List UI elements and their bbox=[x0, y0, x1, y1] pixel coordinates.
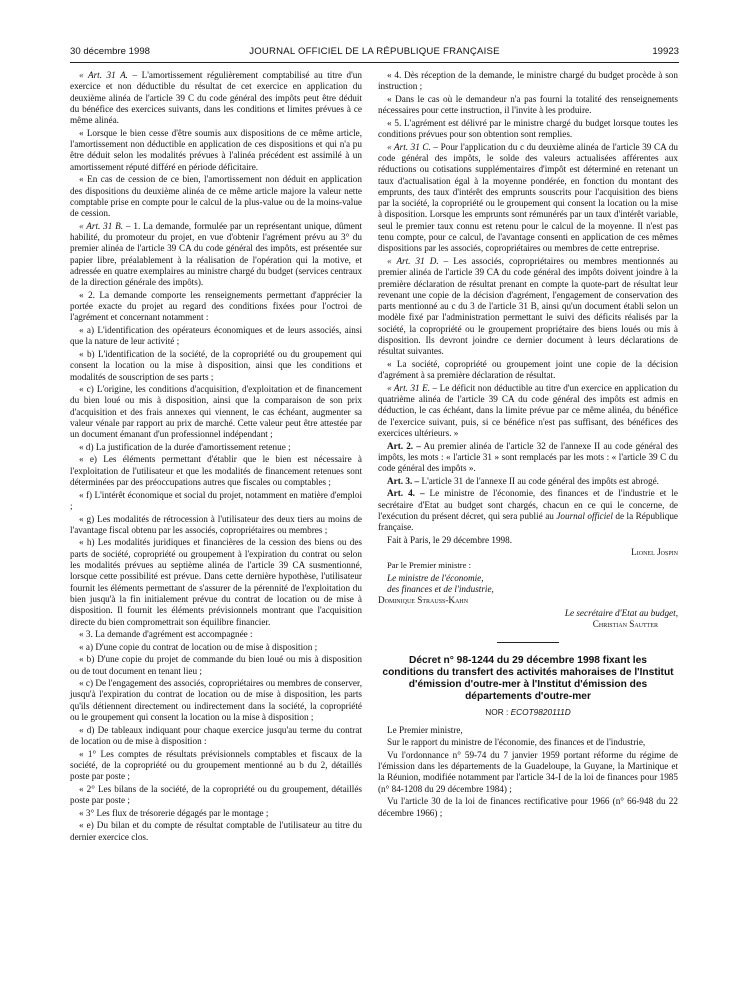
paragraph: « Dans le cas où le demandeur n'a pas fourni la totalité des renseignements nécessaires pour cette instruction, il l'invite à les produire. bbox=[378, 93, 678, 116]
article-label: Art. 2. – bbox=[387, 440, 421, 451]
list-item: « 1° Les comptes de résultats prévisionnels comptables et fiscaux de la société, de la copropriété ou du groupement mentionné au b du 2, détaillés poste par poste ; bbox=[70, 748, 362, 782]
article-label: Art. 4. – bbox=[387, 488, 425, 499]
list-item: « b) D'une copie du projet de commande du bien loué ou mis à disposition ou de tout document en tenant lieu ; bbox=[70, 654, 362, 676]
article-4: Art. 4. – Le ministre de l'économie, des finances et de l'industrie et le secrétaire d'Etat au budget sont chargés, chacun en ce qui le concerne, de l'exécution du présent décret, qui sera publié au Journal officiel de la République française. bbox=[378, 488, 679, 533]
paragraph: Vu l'article 30 de la loi de finances rectificative pour 1966 (n° 66-948 du 22 décembre 1966) ; bbox=[378, 796, 678, 818]
article-label: « Art. 31 B. – bbox=[79, 220, 131, 231]
article-label: « Art. 31 D. – bbox=[387, 255, 449, 266]
article-label: « Art. 31 C. – bbox=[387, 141, 439, 152]
nor-reference: NOR : ECOT9820111D bbox=[485, 707, 571, 718]
article-31b: « Art. 31 B. – 1. La demande, formulée par un représentant unique, dûment habilité, du promoteur du projet, en vue d'obtenir l'agrément prévu au 3° du premier alinéa de l'article 39 CA du code général des impôts, est présentée sur papier libre, préalablement à la réalisation de l'opération qui la motive, et adressée en quatre exemplaires au ministre chargé du budget (services centraux de la direction générale des impôts). bbox=[70, 220, 362, 288]
paragraph: « Lorsque le bien cesse d'être soumis aux dispositions de ce même article, l'amortissement non déductible en application de ces dispositions et qui n'a pu être déduit selon les modalités prévues à l'alinéa précédent est assimilé à un amortissement réputé différé en période déficitaire. bbox=[70, 127, 362, 172]
list-item: « d) La justification de la durée d'amortissement retenue ; bbox=[79, 441, 291, 452]
paragraph: Sur le rapport du ministre de l'économie, des finances et de l'industrie, bbox=[387, 737, 646, 748]
list-item: « g) Les modalités de rétrocession à l'utilisateur des deux tiers au moins de l'avantage fiscal obtenu par les associés, copropriétaires ou membres ; bbox=[70, 513, 362, 535]
prime-minister-signature: Lionel Jospin bbox=[631, 547, 678, 558]
done-at: Fait à Paris, le 29 décembre 1998. bbox=[387, 534, 513, 545]
article-31d: « Art. 31 D. – Les associés, copropriétaires ou membres mentionnés au premier alinéa de l'article 39 CA du code général des impôts doivent joindre à la première déclaration de résultat prenant en compte la quote-part de résultat leur revenant une copie de la décision d'agrément, l'engagement de conservation des parts mentionné au c du 3 de l'article 31 B, ainsi qu'un document établi selon un modèle fixé par l'administration permettant le suivi des déficits réalisés par la société, la copropriété ou le groupement propriétaire des biens loués ou mis à disposition. Ils devront joindre ce dernier document à leurs déclarations de résultat suivantes. bbox=[378, 255, 678, 357]
page-header bbox=[70, 46, 679, 62]
right-column bbox=[378, 70, 678, 820]
article-31e: « Art. 31 E. – Le déficit non déductible au titre d'un exercice en application du quatrième alinéa de l'article 39 CA du code général des impôts est admis en déduction, le cas échéant, dans la limite prévue par ce même alinéa, du bénéfice de l'exercice suivant, puis, si ce bénéfice n'est pas suffisant, des bénéfices des exercices ultérieurs. » bbox=[378, 382, 679, 438]
list-item: « 3° Les flux de trésorerie dégagés par le montage ; bbox=[79, 807, 269, 818]
left-column bbox=[70, 70, 362, 844]
header-page-number: 19923 bbox=[652, 46, 679, 57]
article-2: Art. 2. – Au premier alinéa de l'article 32 de l'annexe II au code général des impôts, les mots : « l'article 31 » sont remplacés par les mots : « l'article 39 C du code général des impôts ». bbox=[378, 440, 678, 474]
paragraph: « 4. Dès réception de la demande, le ministre chargé du budget procède à son instruction ; bbox=[378, 70, 678, 92]
list-item: « c) L'origine, les conditions d'acquisition, d'exploitation et de financement du bien loué ou mis à disposition, ainsi que la comparaison de son prix d'acquisition et des frais annexes qui viennent, le cas échéant, augmenter sa valeur vénale par rapport au prix de marché. Cette valeur peut être attestée par un document émanant d'un professionnel indépendant ; bbox=[70, 384, 362, 440]
secretary-signature: Le secrétaire d'Etat au budget, Christian Sautter bbox=[564, 607, 678, 630]
paragraph: « 2. La demande comporte les renseignements permettant d'apprécier la portée exacte du projet au regard des conditions fixées pour l'octroi de l'agrément et concernant notamment : bbox=[70, 289, 362, 323]
paragraph: « 3. La demande d'agrément est accompagnée : bbox=[79, 629, 253, 640]
section-separator bbox=[497, 642, 559, 643]
paragraph: Le Premier ministre, bbox=[387, 724, 463, 735]
article-label: Art. 3. – bbox=[387, 475, 420, 486]
paragraph: « 5. L'agrément est délivré par le ministre chargé du budget lorsque toutes les conditions prévues pour son obtention sont remplies. bbox=[378, 117, 678, 140]
list-item: « d) De tableaux indiquant pour chaque exercice jusqu'au terme du contrat de location ou de mise à disposition : bbox=[70, 724, 362, 746]
list-item: « a) L'identification des opérateurs économiques et de leurs associés, ainsi que la nature de leur activité ; bbox=[70, 325, 362, 347]
list-item: « a) D'une copie du contrat de location ou de mise à disposition ; bbox=[79, 641, 318, 652]
list-item: « c) De l'engagement des associés, copropriétaires ou membres de conserver, jusqu'à l'expiration du contrat de location ou de mise à disposition, les parts qu'ils détiennent directement ou indirectement dans la société, la copropriété ou le groupement qui consent la location ou la mise à disposition ; bbox=[70, 678, 362, 723]
header-title: JOURNAL OFFICIEL DE LA RÉPUBLIQUE FRANÇAISE bbox=[249, 46, 500, 57]
list-item: « b) L'identification de la société, de la copropriété ou du groupement qui consent la location ou la mise à disposition, ainsi que les conditions et modalités de souscription de ses parts ; bbox=[70, 348, 362, 382]
list-item: « h) Les modalités juridiques et financières de la cession des biens ou des parts de société, copropriété ou groupement à l'expiration du contrat ou selon les modalités prévues au septième alinéa de l'article 39 CA susmentionné, lorsque cette possibilité est prévue. Dans cette dernière hypothèse, l'utilisateur fournit les éléments permettant de s'assurer de la pérennité de l'exploitation du bien jusqu'à la fin initialement prévue du contrat de location ou de mise à disposition. Il fournit les éléments prévisionnels montrant que l'acquisition directe du bien compromettrait son équilibre financier. bbox=[70, 537, 362, 627]
list-item: « 2° Les bilans de la société, de la copropriété ou du groupement, détaillés poste par poste ; bbox=[70, 783, 362, 806]
list-item: « e) Du bilan et du compte de résultat comptable de l'utilisateur au titre du dernier exercice clos. bbox=[70, 820, 362, 842]
decree-title: Décret n° 98-1244 du 29 décembre 1998 fixant les conditions du transfert des activités mahoraises de l'Institut d'émission d'outre-mer à l'Institut d'émission des départements d'outre-mer bbox=[382, 655, 674, 703]
paragraph: « La société, copropriété ou groupement joint une copie de la décision d'agrément à sa première déclaration de résultat. bbox=[378, 358, 678, 381]
article-label: « Art. 31 E. – bbox=[387, 382, 438, 393]
article-label: « Art. 31 A. – bbox=[79, 70, 138, 80]
article-31a: « Art. 31 A. – L'amortissement régulièrement comptabilisé au titre d'un exercice et non déductible du résultat de cet exercice en application du deuxième alinéa de l'article 39 C du code général des impôts peut être déduit du bénéfice des exercices suivants, dans les conditions et limites prévues à ce même alinéa. bbox=[70, 70, 362, 126]
paragraph: Vu l'ordonnance n° 59-74 du 7 janvier 1959 portant réforme du régime de l'émission dans les départements de la Guadeloupe, la Guyane, la Martinique et la Réunion, modifiée notamment par l'article 34-I de la loi de finances pour 1985 (n° 84-1208 du 29 décembre 1984) ; bbox=[378, 749, 678, 794]
header-rule bbox=[70, 62, 679, 63]
article-31c: « Art. 31 C. – Pour l'application du c du deuxième alinéa de l'article 39 CA du code général des impôts, le solde des valeurs actualisées afférentes aux réductions ou cotisations supplémentaires d'impôt est déterminé en retenant un taux d'actualisation égal à la moyenne pondérée, en fonction du montant des emprunts, des taux d'intérêt des emprunts souscrits pour l'acquisition des biens par la société, la copropriété ou le groupement qui consent la location ou la mise à disposition. Lorsque les emprunts sont rémunérés par un taux d'intérêt variable, seul le premier taux connu est retenu pour le calcul de la moyenne. Il n'est pas tenu compte, pour ce calcul, de l'avantage consenti en application de ces mêmes dispositions par les associés, copropriétaires ou membres de cette entreprise. bbox=[378, 141, 678, 254]
header-date: 30 décembre 1998 bbox=[70, 46, 151, 57]
minister-signature: Le ministre de l'économie, des finances et de l'industrie, Dominique Strauss-Kahn bbox=[378, 572, 494, 606]
by-prime-minister: Par le Premier ministre : bbox=[387, 560, 472, 571]
paragraph: « En cas de cession de ce bien, l'amortissement non déduit en application des dispositions du deuxième alinéa de ce même article majore la valeur nette comptable prise en compte pour le calcul de la plus-value ou de la moins-value de cession. bbox=[70, 174, 362, 219]
list-item: « f) L'intérêt économique et social du projet, notamment en matière d'emploi ; bbox=[70, 489, 362, 511]
list-item: « e) Les éléments permettant d'établir que le bien est nécessaire à l'exploitation de l'utilisateur et que les modalités de financement retenues sont déterminées par des préoccupations autres que fiscales ou comptables ; bbox=[70, 454, 362, 488]
article-3: Art. 3. – L'article 31 de l'annexe II au code général des impôts est abrogé. bbox=[387, 475, 659, 486]
